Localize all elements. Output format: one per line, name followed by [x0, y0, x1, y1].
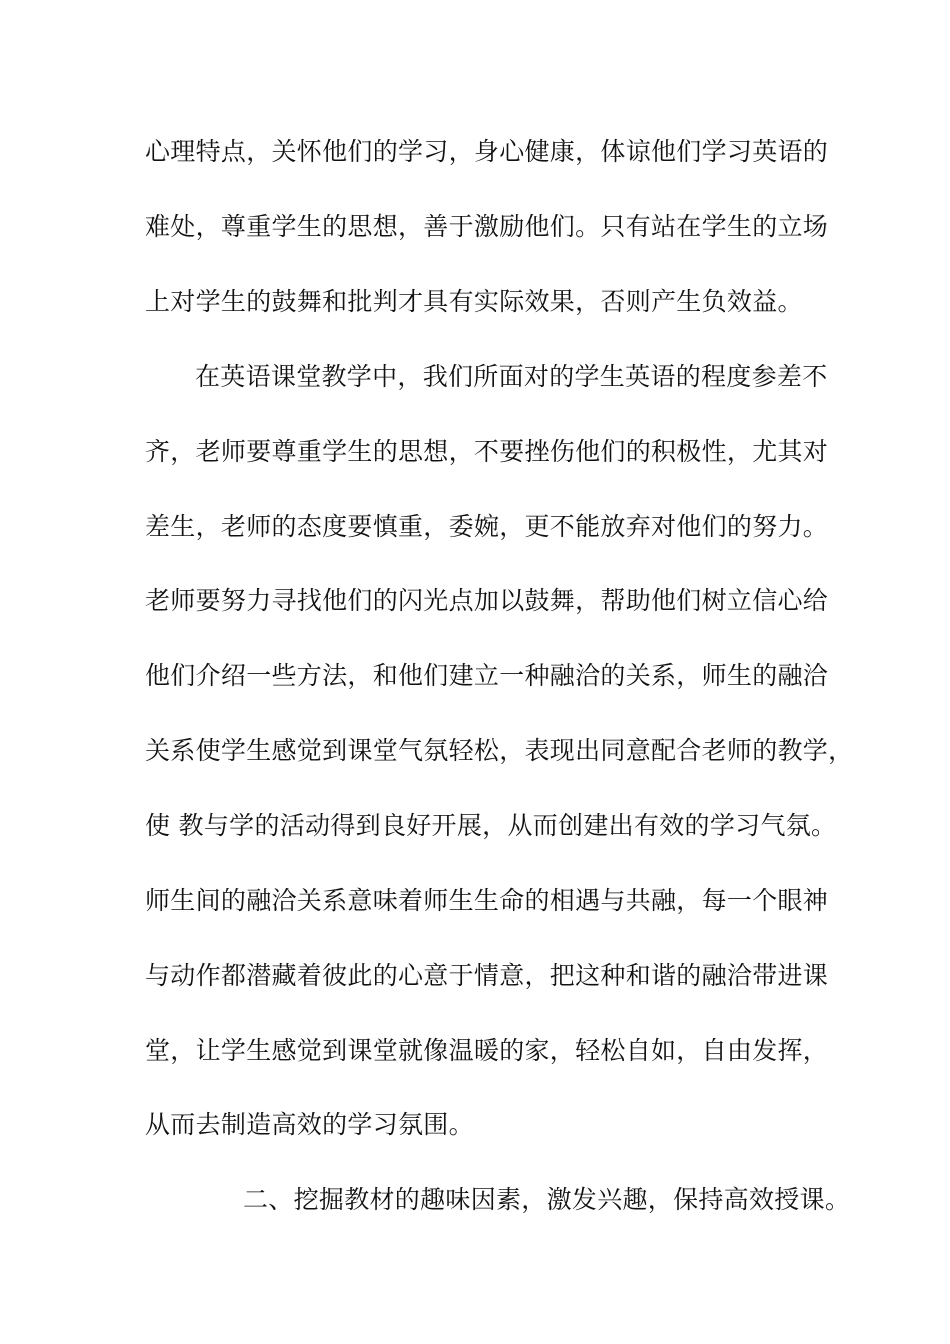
paragraph-start-line: 在英语课堂教学中，我们所面对的学生英语的程度参差不: [195, 362, 828, 391]
text-line: 老师要努力寻找他们的闪光点加以鼓舞，帮助他们树立信心给: [145, 586, 829, 615]
text-line: 上对学生的鼓舞和批判才具有实际效果，否则产生负效益。: [145, 287, 803, 316]
text-line: 心理特点，关怀他们的学习，身心健康，体谅他们学习英语的: [145, 137, 829, 166]
text-line: 使 教与学的活动得到良好开展，从而创建出有效的学习气氛。: [145, 811, 837, 840]
text-line: 差生，老师的态度要慎重，委婉，更不能放弃对他们的努力。: [145, 512, 829, 541]
text-line: 难处，尊重学生的思想，善于激励他们。只有站在学生的立场: [145, 212, 829, 241]
text-line: 堂，让学生感觉到课堂就像温暖的家，轻松自如，自由发挥，: [145, 1036, 829, 1065]
text-line: 齐，老师要尊重学生的思想，不要挫伤他们的积极性，尤其对: [145, 437, 829, 466]
text-line: 从而去制造高效的学习氛围。: [145, 1110, 474, 1139]
text-line: 师生间的融洽关系意味着师生生命的相遇与共融，每一个眼神: [145, 886, 829, 915]
section-heading: 二、挖掘教材的趣味因素，激发兴趣，保持高效授课。: [243, 1185, 851, 1214]
text-line: 关系使学生感觉到课堂气氛轻松，表现出同意配合老师的教学，: [145, 736, 854, 765]
text-line: 与动作都潜藏着彼此的心意于情意，把这种和谐的融洽带进课: [145, 961, 829, 990]
text-line: 他们介绍一些方法，和他们建立一种融洽的关系，师生的融洽: [145, 661, 829, 690]
